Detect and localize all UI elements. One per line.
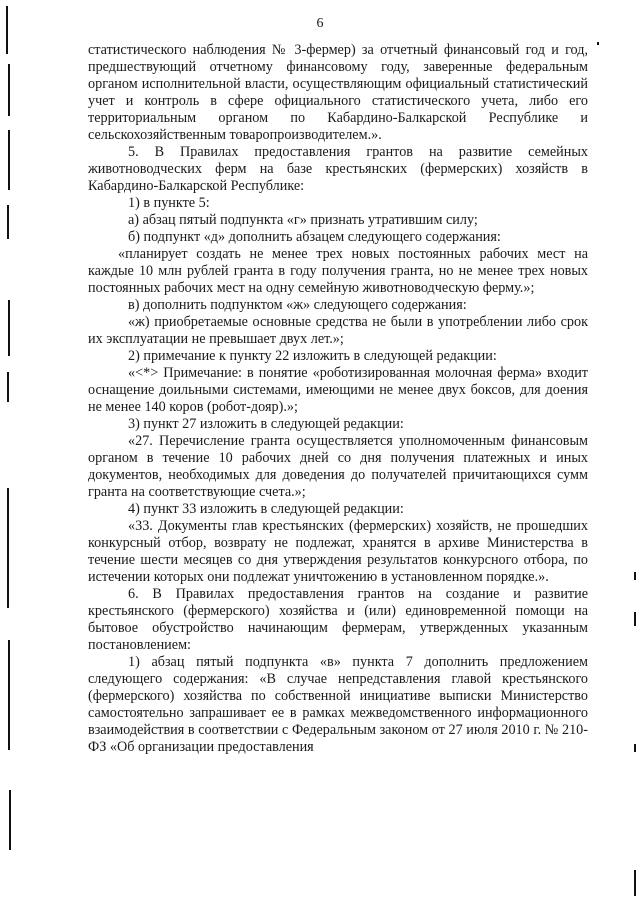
- scan-edge-mark: [634, 572, 636, 580]
- scan-edge-mark: [7, 205, 9, 239]
- paragraph: «<*> Примечание: в понятие «роботизированная молочная ферма» входит оснащение доильными системами, имеющими не менее двух боксов, для доения не менее 140 коров (робот-дояр).»;: [88, 365, 588, 415]
- paragraph: б) подпункт «д» дополнить абзацем следующего содержания:: [128, 229, 501, 245]
- paragraph: «планирует создать не менее трех новых постоянных рабочих мест на каждые 10 млн рублей гранта в году получения гранта, но не менее трех новых постоянных рабочих мест на одну семейную животноводческую ферму.»;: [88, 246, 588, 296]
- document-body: [88, 42, 588, 756]
- paragraph: «33. Документы глав крестьянских (фермерских) хозяйств, не прошедших конкурсный отбор, возврату не подлежат, хранятся в архиве Министерства в течение шести месяцев со дня утверждения результатов конкурсного отбора, по истечении которых они подлежат уничтожению в установленном порядке.».: [88, 518, 588, 585]
- scan-edge-mark: [8, 130, 10, 190]
- paragraph: статистического наблюдения № 3-фермер) за отчетный финансовый год и год, предшествующий отчетному финансовому году, заверенные федеральным органом исполнительной власти, осуществляющим официальный статистический учет и контроль в сфере официального статистического учета, либо его территориальным органом по Кабардино-Балкарской Республике и сельскохозяйственным товаропроизводителем.».: [88, 42, 588, 143]
- scan-edge-mark: [7, 372, 9, 402]
- scan-edge-mark: [8, 300, 10, 356]
- scan-edge-mark: [634, 744, 636, 752]
- paragraph: 2) примечание к пункту 22 изложить в следующей редакции:: [128, 348, 497, 364]
- paragraph: 6. В Правилах предоставления грантов на создание и развитие крестьянского (фермерского) хозяйства и (или) единовременной помощи на бытовое обустройство начинающим фермерам, утвержденных указанным постановлением:: [88, 586, 588, 653]
- scan-edge-mark: [634, 870, 636, 896]
- paragraph: а) абзац пятый подпункта «г» признать утратившим силу;: [128, 212, 478, 228]
- paragraph: в) дополнить подпунктом «ж» следующего содержания:: [128, 297, 467, 313]
- scan-edge-mark: [9, 790, 11, 850]
- scan-edge-mark: [634, 612, 636, 626]
- paragraph: 3) пункт 27 изложить в следующей редакции:: [128, 416, 404, 432]
- paragraph: 5. В Правилах предоставления грантов на развитие семейных животноводческих ферм на базе крестьянских (фермерских) хозяйств в Кабардино-Балкарской Республике:: [88, 144, 588, 194]
- scan-edge-mark: [6, 6, 8, 54]
- paragraph: «ж) приобретаемые основные средства не были в употреблении либо срок их эксплуатации не превышает двух лет.»;: [88, 314, 588, 347]
- scan-edge-mark: [7, 488, 9, 608]
- paragraph: 1) абзац пятый подпункта «в» пункта 7 дополнить предложением следующего содержания: «В случае непредставления главой крестьянского (фермерского) хозяйства по собственной инициативе выписки Министерство самостоятельно запрашивает ее в рамках межведомственного информационного взаимодействия в соответствии с Федеральным законом от 27 июля 2010 г. № 210-ФЗ «Об организации предоставления: [88, 654, 588, 755]
- page-number: 6: [316, 16, 324, 31]
- scan-edge-mark: [597, 42, 599, 45]
- paragraph: 4) пункт 33 изложить в следующей редакции:: [128, 501, 404, 517]
- scan-edge-mark: [8, 64, 10, 116]
- paragraph: «27. Перечисление гранта осуществляется уполномоченным финансовым органом в течение 10 рабочих дней со дня получения платежных и иных документов, необходимых для доведения до получателей причитающихся сумм гранта на соответствующие счета.»;: [88, 433, 588, 500]
- paragraph: 1) в пункте 5:: [128, 195, 210, 211]
- scan-edge-mark: [8, 640, 10, 750]
